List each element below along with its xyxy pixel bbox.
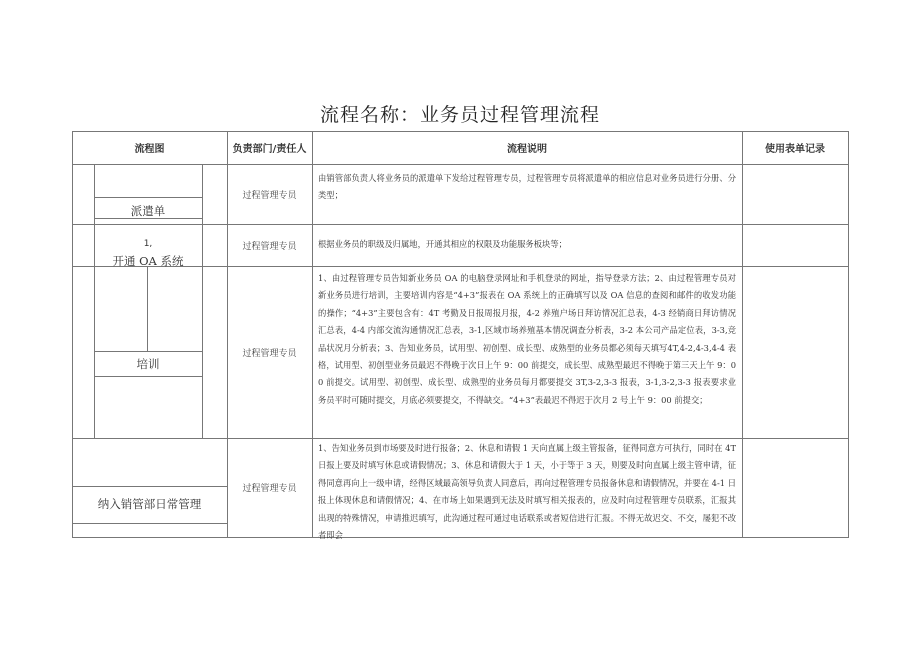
table-border-bottom bbox=[72, 537, 849, 538]
flow-step-incorporate: 纳入销管部日常管理 bbox=[97, 497, 202, 511]
page-title: 流程名称：业务员过程管理流程 bbox=[319, 104, 600, 126]
row-2-forms bbox=[742, 224, 848, 266]
flow-guide-line bbox=[202, 266, 203, 438]
flow-box-line bbox=[72, 486, 227, 487]
row-1-forms bbox=[742, 164, 848, 224]
flow-box-line bbox=[94, 376, 202, 377]
flow-box-line bbox=[94, 351, 202, 352]
flow-step-open-oa: 开通 OA 系统 bbox=[112, 254, 184, 268]
header-flowchart: 流程图 bbox=[134, 144, 165, 155]
row-1-description: 由销管部负责人将业务员的派遣单下发给过程管理专员，过程管理专员将派遣单的相应信息对业务员进行分册、分类型； bbox=[318, 173, 736, 201]
table-border-left bbox=[72, 131, 73, 538]
header-description: 流程说明 bbox=[507, 144, 547, 155]
flow-box-line bbox=[94, 197, 202, 198]
flow-guide-line bbox=[147, 266, 148, 351]
row-3-forms bbox=[742, 266, 848, 438]
header-forms: 使用表单记录 bbox=[765, 144, 825, 155]
row-1-department: 过程管理专员 bbox=[242, 190, 297, 201]
flow-step-dispatch: 派遣单 bbox=[130, 204, 166, 218]
flow-step-training: 培训 bbox=[136, 357, 160, 371]
flow-box-line bbox=[72, 523, 227, 524]
row-2-department: 过程管理专员 bbox=[242, 241, 297, 252]
flow-step-marker: 1, bbox=[143, 239, 153, 249]
row-4-forms bbox=[742, 438, 848, 537]
table-border-right bbox=[848, 131, 849, 538]
flow-guide-line bbox=[202, 164, 203, 266]
row-3-department: 过程管理专员 bbox=[242, 348, 297, 359]
process-table bbox=[72, 131, 849, 541]
row-2-description: 根据业务员的职级及归属地，开通其相应的权限及功能服务板块等； bbox=[318, 239, 567, 249]
row-4-description: 1、告知业务员到市场要及时进行报备；2、休息和请假 1 天向直属上级主管报备，征得同意方可执行，同时在 4T 日报上要及时填写休息或请假情况；3、休息和请假大于 1 天，小于等于 3 天，则要及时向直属上级主管申请，征得同意再向上一级申请，经得区域最高领导负责人同意后，再向过程管理专员报备休息和请假情况，并要在 4-1 日报上体现休息和请假情况；4、在市场上如果遇到无法及时填写相关报表的，应及时向过程管理专员联系，汇报其出现的特殊情况，申请推迟填写，此沟通过程可通过电话联系或者短信进行汇报。不得无故迟交、不交，屡犯不改者即会 bbox=[318, 443, 736, 541]
header-department: 负责部门/责任人 bbox=[232, 144, 307, 155]
row-3-description: 1、由过程管理专员告知新业务员 OA 的电脑登录网址和手机登录的网址，指导登录方法；2、由过程管理专员对新业务员进行培训，主要培训内容是“4+3”报表在 OA 系统上的正确填写以及 OA 信息的查阅和邮件的收发功能的操作；“4+3”主要包含有：4T 考勤及日报周报月报，4-2 养殖户场日拜访情况汇总表，4-3 经销商日拜访情况汇总表，4-4 内部交流沟通情况汇总表，3-1,区域市场养殖基本情况调查分析表，3-2 本公司产品定位表，3-3,竞品状况月分析表；3、告知业务员，试用型、初创型、成长型、成熟型的业务员都必须每天填写4T,4-2,4-3,4-4 表格，试用型、初创型业务员最迟不得晚于次日上午 9：00 前提交，成长型、成熟型最迟不得晚于第三天上午 9：00 前提交。试用型、初创型、成长型、成熟型的业务员每月都要提交 3T,3-2,3-3 报表，3-1,3-2,3-3 报表要求业务员平时可随时提交，月底必须要提交，不得缺交。“4+3”表最迟不得迟于次月 2 号上午 9：00 前提交； bbox=[318, 273, 736, 405]
row-4-department: 过程管理专员 bbox=[242, 484, 297, 494]
flow-guide-line bbox=[94, 266, 95, 438]
